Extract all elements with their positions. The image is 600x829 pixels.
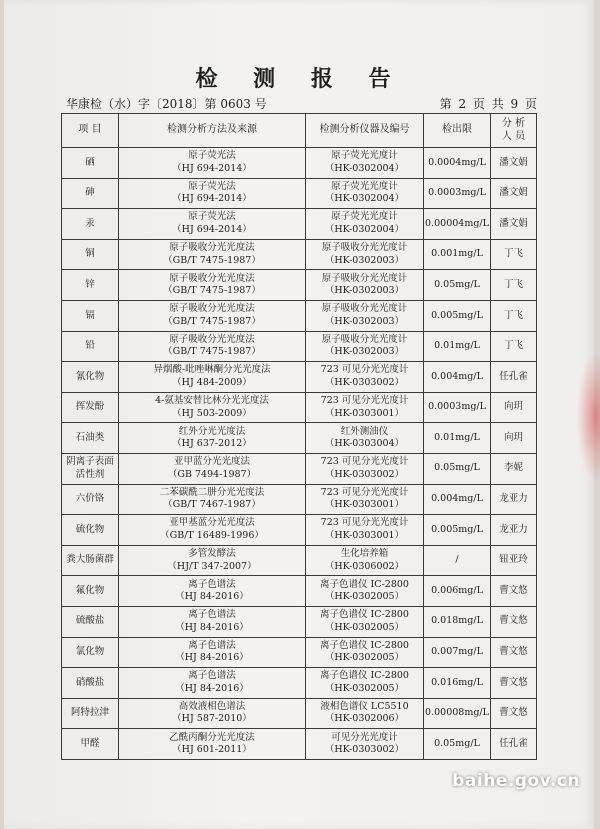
cell-method	[119, 545, 306, 576]
instrument-name: 原子吸收分光光度计	[321, 242, 408, 254]
cell-method	[119, 423, 306, 454]
instrument-id: （HK-0302003）	[324, 285, 405, 297]
cell-analyst: 曹文悠	[491, 637, 537, 668]
cell-analyst: 向玥	[491, 392, 537, 423]
table-row	[62, 637, 537, 668]
cell-item: 氰化物	[62, 362, 119, 393]
cell-detection-limit: /	[424, 545, 491, 576]
cell-analyst: 曹文悠	[491, 606, 537, 637]
cell-instrument	[306, 239, 424, 270]
method-name: 原子荧光法	[188, 150, 236, 162]
instrument-name: 原子吸收分光光度计	[321, 272, 408, 284]
table-row	[62, 300, 537, 331]
header-item: 项 目	[62, 114, 119, 148]
cell-detection-limit: 0.004mg/L	[424, 484, 491, 515]
instrument-id: （HK-0302005）	[324, 621, 405, 633]
method-name: 亚甲基蓝分光光度法	[169, 517, 255, 529]
instrument-id: （HK-0303001）	[324, 407, 405, 419]
cell-detection-limit: 0.05mg/L	[424, 270, 491, 301]
cell-analyst: 龙亚力	[491, 484, 537, 515]
method-name: 乙酰丙酮分光光度法	[169, 731, 255, 743]
table-row	[62, 331, 537, 362]
instrument-id: （HK-0303004）	[324, 438, 405, 450]
method-name: 原子吸收分光光度法	[169, 272, 255, 284]
cell-method	[119, 668, 306, 699]
cell-detection-limit: 0.0003mg/L	[424, 178, 491, 209]
method-name: 高效液相色谱法	[178, 700, 246, 712]
table-row	[62, 729, 537, 760]
cell-instrument	[306, 698, 424, 729]
cell-item: 六价铬	[62, 484, 119, 515]
table-row	[62, 178, 537, 209]
method-name: 离子色谱法	[188, 639, 236, 651]
table-row	[62, 668, 537, 699]
cell-item: 阴离子表面 活性剂	[62, 453, 119, 484]
instrument-id: （HK-0302003）	[324, 346, 405, 358]
cell-analyst: 丁飞	[491, 331, 537, 362]
method-name: 原子荧光法	[188, 211, 236, 223]
cell-detection-limit: 0.006mg/L	[424, 576, 491, 607]
method-name: 原子吸收分光光度法	[169, 303, 255, 315]
instrument-name: 723 可见分光光度计	[320, 517, 409, 529]
cell-instrument	[306, 331, 424, 362]
method-name: 异烟酸-吡唑啉酮分光光度法	[153, 364, 271, 376]
method-name: 离子色谱法	[188, 578, 236, 590]
cell-instrument	[306, 209, 424, 240]
header-instrument: 检测分析仪器及编号	[306, 114, 424, 148]
method-standard: （HJ 694-2014）	[172, 162, 252, 174]
instrument-name: 离子色谱仪 IC-2800	[320, 578, 409, 590]
instrument-id: （HK-0303002）	[324, 744, 405, 756]
method-name: 4-氨基安替比林分光光度法	[155, 395, 269, 407]
method-name: 原子荧光法	[188, 180, 236, 192]
cell-analyst: 任孔雀	[491, 362, 537, 393]
method-standard: （HJ 484-2009）	[172, 376, 252, 388]
cell-item: 硒	[62, 148, 119, 179]
cell-instrument	[306, 668, 424, 699]
cell-detection-limit: 0.005mg/L	[424, 300, 491, 331]
cell-detection-limit: 0.004mg/L	[424, 362, 491, 393]
cell-analyst: 丁飞	[491, 300, 537, 331]
cell-detection-limit: 0.00004mg/L	[424, 209, 491, 240]
cell-analyst: 曹文悠	[491, 698, 537, 729]
cell-method	[119, 362, 306, 393]
method-name: 原子吸收分光光度法	[169, 242, 255, 254]
cell-instrument	[306, 576, 424, 607]
cell-method	[119, 637, 306, 668]
cell-item: 氯化物	[62, 637, 119, 668]
cell-instrument	[306, 729, 424, 760]
cell-instrument	[306, 300, 424, 331]
cell-analyst: 潘文娟	[491, 209, 537, 240]
test-methods-table	[61, 113, 537, 760]
cell-item: 甲醛	[62, 729, 119, 760]
cell-method	[119, 698, 306, 729]
cell-instrument	[306, 515, 424, 546]
cell-method	[119, 729, 306, 760]
cell-method	[119, 606, 306, 637]
instrument-name: 723 可见分光光度计	[320, 395, 409, 407]
cell-instrument	[306, 637, 424, 668]
cell-item: 锌	[62, 270, 119, 301]
instrument-name: 原子吸收分光光度计	[321, 303, 408, 315]
cell-analyst: 任孔雀	[491, 729, 537, 760]
report-title: 检 测 报 告	[195, 67, 405, 92]
method-standard: （HJ 503-2009）	[172, 407, 252, 419]
table-row	[62, 453, 537, 484]
method-standard: （GB/T 16489-1996）	[160, 529, 264, 541]
cell-item: 挥发酚	[62, 392, 119, 423]
cell-method	[119, 178, 306, 209]
method-standard: （GB 7494-1987）	[167, 468, 257, 480]
method-name: 亚甲蓝分光光度法	[173, 456, 250, 468]
cell-instrument	[306, 362, 424, 393]
instrument-id: （HK-0302005）	[324, 591, 405, 603]
cell-method	[119, 453, 306, 484]
cell-detection-limit: 0.00008mg/L	[424, 698, 491, 729]
cell-analyst: 曹文悠	[491, 576, 537, 607]
cell-instrument	[306, 392, 424, 423]
method-standard: （HJ 84-2016）	[175, 682, 249, 694]
cell-analyst: 向玥	[491, 423, 537, 454]
cell-instrument	[306, 148, 424, 179]
table-row	[62, 423, 537, 454]
table-row	[62, 698, 537, 729]
cell-detection-limit: 0.018mg/L	[424, 606, 491, 637]
cell-analyst: 丁飞	[491, 239, 537, 270]
cell-detection-limit: 0.001mg/L	[424, 239, 491, 270]
instrument-name: 原子荧光光度计	[331, 180, 398, 192]
header-method: 检测分析方法及来源	[119, 114, 306, 148]
instrument-name: 723 可见分光光度计	[320, 456, 409, 468]
cell-instrument	[306, 270, 424, 301]
table-row	[62, 545, 537, 576]
cell-item: 氟化物	[62, 576, 119, 607]
cell-method	[119, 331, 306, 362]
table-body	[62, 148, 537, 760]
instrument-name: 723 可见分光光度计	[320, 486, 409, 498]
page-indicator: 第 2 页 共 9 页	[439, 97, 537, 111]
cell-analyst: 潘文娟	[491, 178, 537, 209]
cell-analyst: 丁飞	[491, 270, 537, 301]
cell-method	[119, 576, 306, 607]
instrument-id: （HK-0302005）	[324, 652, 405, 664]
header-detection-limit: 检出限	[424, 114, 491, 148]
method-name: 二苯碳酰二肼分光光度法	[159, 486, 265, 498]
cell-detection-limit: 0.01mg/L	[424, 423, 491, 454]
method-standard: （HJ 587-2010）	[172, 713, 252, 725]
instrument-id: （HK-0303002）	[324, 468, 405, 480]
instrument-name: 离子色谱仪 IC-2800	[320, 639, 409, 651]
instrument-name: 离子色谱仪 IC-2800	[320, 609, 409, 621]
instrument-id: （HK-0302006）	[324, 713, 405, 725]
table-row	[62, 362, 537, 393]
instrument-id: （HK-0302004）	[324, 162, 405, 174]
method-standard: （GB/T 7475-1987）	[163, 346, 261, 358]
method-name: 多管发酵法	[188, 548, 236, 560]
table-row	[62, 576, 537, 607]
cell-item: 粪大肠菌群	[62, 545, 119, 576]
cell-detection-limit: 0.005mg/L	[424, 515, 491, 546]
cell-item: 铅	[62, 331, 119, 362]
cell-method	[119, 239, 306, 270]
instrument-name: 液相色谱仪 LC5510	[320, 700, 409, 712]
method-name: 原子吸收分光光度法	[169, 333, 255, 345]
instrument-name: 原子荧光光度计	[331, 211, 398, 223]
method-standard: （HJ 601-2011）	[172, 744, 252, 756]
method-name: 红外分光光度法	[178, 425, 246, 437]
instrument-id: （HK-0303001）	[324, 529, 405, 541]
method-standard: （GB/T 7467-1987）	[163, 499, 261, 511]
cell-method	[119, 300, 306, 331]
instrument-id: （HK-0303001）	[324, 499, 405, 511]
instrument-name: 原子荧光光度计	[331, 150, 398, 162]
method-standard: （HJ 84-2016）	[175, 652, 249, 664]
cell-item: 汞	[62, 209, 119, 240]
cell-instrument	[306, 545, 424, 576]
cell-item: 硝酸盐	[62, 668, 119, 699]
cell-item: 镉	[62, 300, 119, 331]
instrument-id: （HK-0302005）	[324, 682, 405, 694]
watermark: baihe.gov.cn	[452, 771, 580, 791]
method-standard: （HJ 637-2012）	[172, 438, 252, 450]
cell-detection-limit: 0.05mg/L	[424, 453, 491, 484]
cell-analyst: 龙亚力	[491, 515, 537, 546]
cell-detection-limit: 0.0004mg/L	[424, 148, 491, 179]
instrument-name: 红外测油仪	[340, 425, 389, 437]
cell-method	[119, 515, 306, 546]
cell-item: 砷	[62, 178, 119, 209]
cell-instrument	[306, 423, 424, 454]
method-standard: （GB/T 7475-1987）	[163, 285, 261, 297]
table-row	[62, 606, 537, 637]
instrument-id: （HK-0306002）	[324, 560, 405, 572]
cell-detection-limit: 0.007mg/L	[424, 637, 491, 668]
cell-item: 铜	[62, 239, 119, 270]
cell-item: 阿特拉津	[62, 698, 119, 729]
method-standard: （HJ/T 347-2007）	[167, 560, 257, 572]
report-reference-number: 华康检（水）字〔2018〕第 0603 号	[66, 97, 267, 111]
cell-method	[119, 270, 306, 301]
cell-instrument	[306, 484, 424, 515]
cell-analyst: 李妮	[491, 453, 537, 484]
cell-detection-limit: 0.016mg/L	[424, 668, 491, 699]
cell-method	[119, 148, 306, 179]
method-name: 离子色谱法	[188, 609, 236, 621]
instrument-id: （HK-0302004）	[324, 223, 405, 235]
instrument-name: 723 可见分光光度计	[320, 364, 409, 376]
cell-analyst: 曹文悠	[491, 668, 537, 699]
cell-item: 硫酸盐	[62, 606, 119, 637]
cell-detection-limit: 0.01mg/L	[424, 331, 491, 362]
table-row	[62, 209, 537, 240]
method-standard: （GB/T 7475-1987）	[163, 254, 261, 266]
instrument-id: （HK-0303002）	[324, 376, 405, 388]
cell-analyst: 钮亚玲	[491, 545, 537, 576]
instrument-name: 生化培养箱	[340, 548, 389, 560]
cell-instrument	[306, 178, 424, 209]
cell-detection-limit: 0.0003mg/L	[424, 392, 491, 423]
cell-detection-limit: 0.05mg/L	[424, 729, 491, 760]
table-row	[62, 270, 537, 301]
cell-method	[119, 209, 306, 240]
instrument-name: 原子吸收分光光度计	[321, 333, 408, 345]
cell-instrument	[306, 606, 424, 637]
instrument-name: 离子色谱仪 IC-2800	[320, 670, 409, 682]
method-standard: （HJ 694-2014）	[172, 193, 252, 205]
table-row	[62, 392, 537, 423]
method-name: 离子色谱法	[188, 670, 236, 682]
method-standard: （GB/T 7475-1987）	[163, 315, 261, 327]
cell-method	[119, 484, 306, 515]
instrument-id: （HK-0302003）	[324, 315, 405, 327]
table-header-row	[62, 114, 537, 148]
instrument-id: （HK-0302003）	[324, 254, 405, 266]
red-seal-stamp	[576, 352, 600, 482]
table-row	[62, 484, 537, 515]
cell-instrument	[306, 453, 424, 484]
cell-analyst: 潘文娟	[491, 148, 537, 179]
table-row	[62, 515, 537, 546]
instrument-name: 可见分光光度计	[331, 731, 398, 743]
method-standard: （HJ 84-2016）	[175, 591, 249, 603]
cell-method	[119, 392, 306, 423]
method-standard: （HJ 694-2014）	[172, 223, 252, 235]
method-standard: （HJ 84-2016）	[175, 621, 249, 633]
table-row	[62, 148, 537, 179]
cell-item: 硫化物	[62, 515, 119, 546]
header-analyst: 分 析 人 员	[491, 114, 537, 148]
cell-item: 石油类	[62, 423, 119, 454]
table-row	[62, 239, 537, 270]
instrument-id: （HK-0302004）	[324, 193, 405, 205]
